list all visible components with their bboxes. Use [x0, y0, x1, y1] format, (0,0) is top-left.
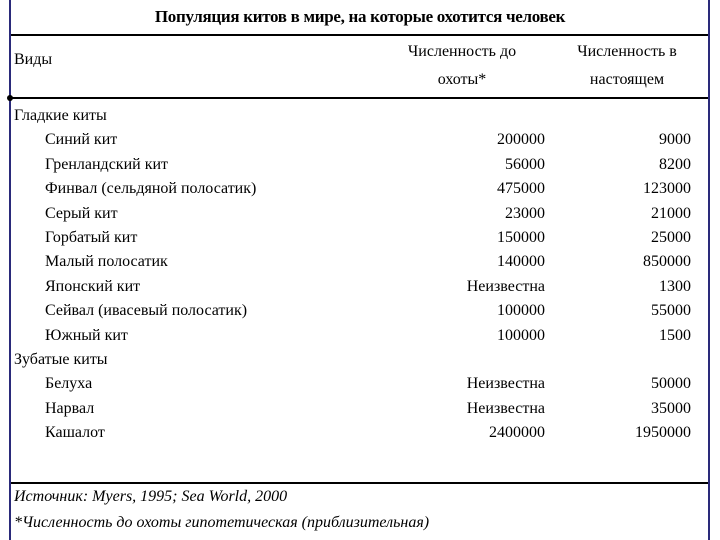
header-now-line2: настоящем [589, 71, 665, 88]
species-name: Гренландский кит [45, 155, 169, 173]
group-label: Гладкие киты [14, 107, 107, 124]
population-before-cell: 100000 [497, 302, 545, 320]
header-now-line1: Численность в [577, 43, 677, 60]
table-row [0, 299, 720, 323]
population-before-cell: 2400000 [489, 424, 545, 442]
population-now-cell: 25000 [651, 229, 691, 246]
species-name: Горбатый кит [45, 229, 138, 246]
table-row [0, 324, 720, 348]
table-row [0, 202, 720, 226]
species-name: Японский кит [45, 277, 141, 295]
bullet-dot [7, 95, 13, 101]
population-before-cell: 140000 [497, 253, 545, 271]
species-name: Синий кит [45, 131, 118, 149]
header-population-now [552, 38, 702, 94]
population-now-cell: 9000 [659, 131, 691, 149]
header-rule [11, 97, 708, 99]
population-before-cell: 200000 [497, 131, 545, 149]
bottom-rule [11, 482, 708, 484]
population-now-cell: 35000 [651, 399, 691, 417]
species-name: Серый кит [45, 204, 118, 222]
table-row [0, 275, 720, 299]
population-before-cell: Неизвестна [466, 277, 545, 295]
table-row [0, 226, 720, 250]
table-row [0, 397, 720, 421]
species-name: Сейвал (ивасевый полосатик) [45, 302, 248, 320]
population-now-cell: 850000 [643, 253, 691, 271]
table-row [0, 250, 720, 274]
group-row [0, 104, 720, 128]
footnote: *Численность до охоты гипотетическая (приблизительная) [14, 514, 430, 531]
population-before-cell: 56000 [505, 155, 545, 173]
population-now-cell: 1500 [659, 326, 691, 344]
population-before-cell: Неизвестна [466, 375, 545, 393]
population-before-cell: 23000 [505, 204, 545, 222]
population-now-cell: 50000 [651, 375, 691, 393]
population-now-cell: 1950000 [635, 424, 691, 442]
species-name: Нарвал [45, 399, 95, 417]
population-before-cell: 150000 [497, 229, 545, 246]
group-label: Зубатые киты [14, 351, 108, 368]
population-before-cell: Неизвестна [466, 399, 545, 417]
header-before-line2: охоты* [437, 71, 487, 88]
species-name: Белуха [45, 375, 93, 393]
table-row [0, 421, 720, 445]
header-species: Виды [14, 51, 53, 68]
population-before-cell: 475000 [497, 180, 545, 198]
table-row [0, 153, 720, 177]
species-name: Малый полосатик [45, 253, 168, 271]
top-rule [11, 34, 708, 36]
header-before-line1: Численность до [407, 43, 517, 60]
source-note: Источник: Myers, 1995; Sea World, 2000 [14, 488, 288, 505]
population-now-cell: 8200 [659, 155, 691, 173]
header-population-before [378, 38, 546, 94]
population-now-cell: 123000 [643, 180, 691, 198]
species-name: Кашалот [45, 424, 105, 442]
population-now-cell: 55000 [651, 302, 691, 320]
group-row [0, 348, 720, 372]
species-name: Финвал (сельдяной полосатик) [45, 180, 257, 198]
species-name: Южный кит [45, 326, 128, 344]
population-now-cell: 21000 [651, 204, 691, 222]
population-before-cell: 100000 [497, 326, 545, 344]
table-row [0, 128, 720, 152]
population-now-cell: 1300 [659, 277, 691, 295]
table-title: Популяция китов в мире, на которые охотится человек [154, 7, 566, 26]
table-row [0, 372, 720, 396]
table-row [0, 177, 720, 201]
